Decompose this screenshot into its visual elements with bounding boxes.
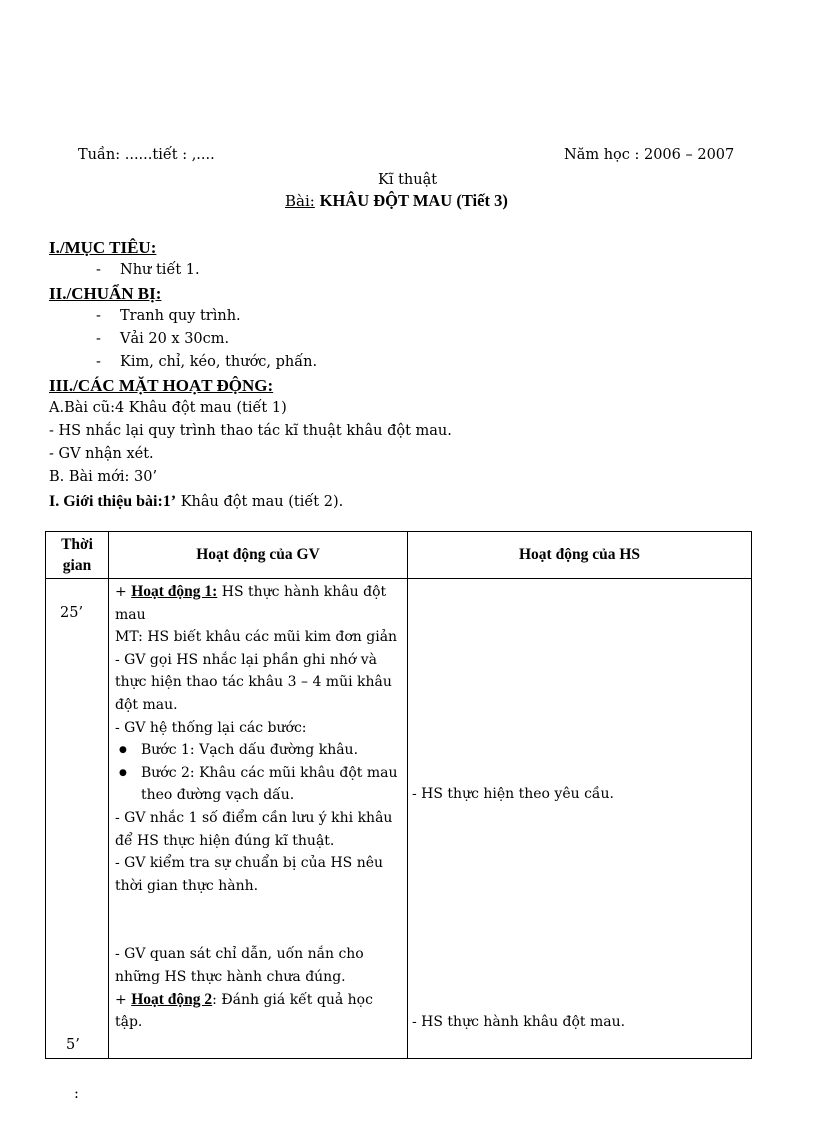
activity-2: + Hoạt động 2: Đánh giá kết quả học tập. [115,990,373,1031]
time-activity-2: 5’ [66,1037,80,1053]
section-1-heading: I./MỤC TIÊU: [49,238,157,257]
school-year: Năm học : 2006 – 2007 [564,147,735,163]
introduction-label: I. Giới thiệu bài:1’ [49,493,177,510]
section-1-item: - Như tiết 1. [96,262,200,278]
old-lesson: A.Bài cũ:4 Khâu đột mau (tiết 1) [49,400,287,416]
activity-2-label: Hoạt động 2 [131,990,213,1008]
section-3-heading: III./CÁC MẶT HOẠT ĐỘNG: [49,376,274,395]
header-time: Thời gian [46,532,109,579]
student-response: - HS thực hiện theo yêu cầu. [412,786,614,802]
header-student: Hoạt động của HS [408,532,752,579]
teacher-step: - GV hệ thống lại các bước: [115,719,307,736]
lesson-title: KHÂU ĐỘT MAU (Tiết 3) [319,191,508,210]
introduction-line [49,491,343,511]
table-header-row [46,532,752,579]
week-info: Tuần: ......tiết : ,.... [78,147,215,163]
subject: Kĩ thuật [378,172,438,188]
new-lesson: B. Bài mới: 30’ [49,469,158,485]
teacher-activities [109,579,408,1059]
activity-1: + Hoạt động 1: HS thực hành khâu đột mau [115,583,387,623]
introduction-text: Khâu đột mau (tiết 2). [176,494,344,510]
teacher-step: - GV kiểm tra sự chuẩn bị của HS nêu thời gian thực hành. [115,855,384,894]
objective: MT: HS biết khâu các mũi kim đơn giản [115,629,398,646]
lesson-title-line [285,191,508,211]
lesson-prefix: Bài: [285,192,315,210]
step-bullet: ● Bước 2: Khâu các mũi khâu đột mau theo đường vạch dấu. [115,762,402,807]
section-2-item: - Kim, chỉ, kéo, thước, phấn. [96,354,318,370]
old-lesson-task: - HS nhắc lại quy trình thao tác kĩ thuật khâu đột mau. [49,423,452,439]
time-cell [46,579,109,1059]
teacher-step: - GV gọi HS nhắc lại phần ghi nhớ và thực hiện thao tác khâu 3 – 4 mũi khâu đột mau. [115,651,392,713]
header-teacher: Hoạt động của GV [109,532,408,579]
activity-1-label: Hoạt động 1: [131,583,218,600]
student-activities [408,579,752,1059]
section-2-heading: II./CHUẨN BỊ: [49,284,162,303]
step-bullet: ● Bước 1: Vạch dấu đường khâu. [115,739,402,762]
teacher-step: - GV nhắc 1 số điểm cần lưu ý khi khâu để HS thực hiện đúng kĩ thuật. [115,809,393,849]
time-activity-1: 25’ [60,605,84,621]
section-2-item: - Tranh quy trình. [96,308,241,324]
teacher-comment: - GV nhận xét. [49,446,154,462]
table-body-row [46,579,752,1059]
activity-table [45,531,752,1059]
footer-mark: : [74,1086,79,1102]
teacher-step: - GV quan sát chỉ dẫn, uốn nắn cho những HS thực hành chưa đúng. [115,946,364,985]
student-response: - HS thực hành khâu đột mau. [412,1014,626,1030]
section-2-item: - Vải 20 x 30cm. [96,331,230,347]
